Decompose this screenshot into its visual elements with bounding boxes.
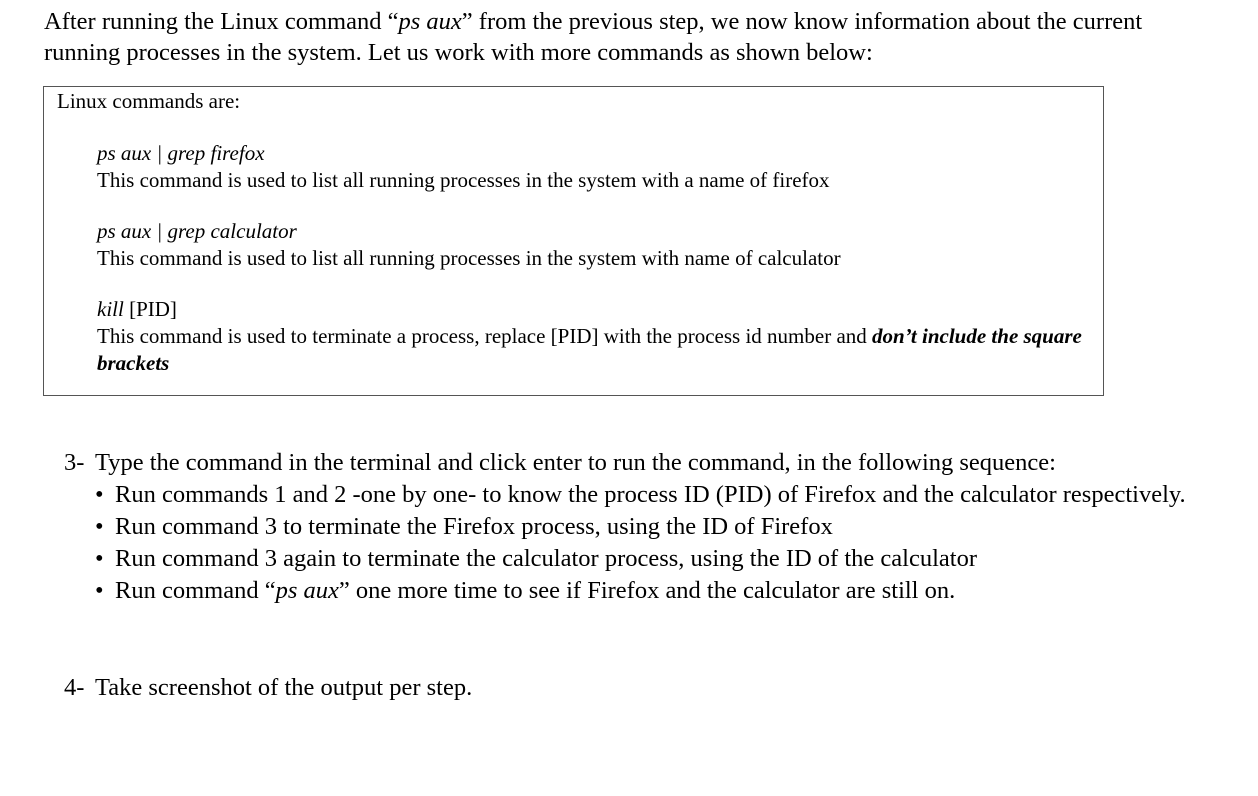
commands-box <box>43 86 1104 396</box>
intro-text-2: ” from the previous step, we now know information about the current running processes in the system. Let us work with more commands as shown below: <box>44 8 1143 66</box>
list-item <box>95 575 1214 607</box>
step-3-number: 3- <box>64 449 85 476</box>
command-item-1 <box>97 140 1087 194</box>
bullet-icon: • <box>95 513 104 540</box>
step-4 <box>64 672 472 704</box>
command-1: ps aux | grep firefox <box>97 141 265 165</box>
list-item <box>95 479 1214 511</box>
list-item <box>95 511 1214 543</box>
intro-text-1: After running the Linux command “ <box>44 8 399 35</box>
bullet-text: Run command 3 again to terminate the calculator process, using the ID of the calculator <box>115 545 977 572</box>
bullet-icon: • <box>95 545 104 572</box>
command-3-desc-text: This command is used to terminate a process, replace [PID] with the process id number and <box>97 324 873 348</box>
list-item <box>95 543 1214 575</box>
step-4-text: Take screenshot of the output per step. <box>95 674 473 701</box>
command-2-description: This command is used to list all running processes in the system with name of calculator <box>97 246 841 270</box>
bullet-text <box>115 575 955 607</box>
command-2: ps aux | grep calculator <box>97 219 297 243</box>
command-item-3 <box>97 296 1087 377</box>
bullet-icon: • <box>95 481 104 508</box>
command-3-name: kill <box>97 297 124 321</box>
intro-command: ps aux <box>398 8 462 35</box>
bullet-text: Run command 3 to terminate the Firefox process, using the ID of Firefox <box>115 513 833 540</box>
command-3-desc-emphasis: don’t include the square brackets <box>97 324 1082 375</box>
last-bullet-command: ps aux <box>275 577 339 604</box>
step-3-bullet-list <box>95 479 1214 607</box>
step-3-line <box>64 447 1214 479</box>
command-3 <box>97 296 1087 323</box>
command-item-2 <box>97 218 1087 272</box>
last-bullet-text-1: Run command “ <box>115 577 276 604</box>
step-4-number: 4- <box>64 674 85 701</box>
step-3 <box>64 447 1214 607</box>
step-3-text: Type the command in the terminal and click enter to run the command, in the following sequence: <box>95 449 1056 476</box>
command-1-description: This command is used to list all running processes in the system with a name of firefox <box>97 168 830 192</box>
command-3-arg: [PID] <box>123 297 177 321</box>
bullet-text: Run commands 1 and 2 -one by one- to know the process ID (PID) of Firefox and the calculator respectively. <box>115 481 1186 508</box>
bullet-icon: • <box>95 577 104 604</box>
last-bullet-text-2: ” one more time to see if Firefox and the calculator are still on. <box>338 577 956 604</box>
command-3-description <box>97 323 1087 377</box>
box-title: Linux commands are: <box>57 89 241 113</box>
intro-paragraph <box>44 6 1164 68</box>
